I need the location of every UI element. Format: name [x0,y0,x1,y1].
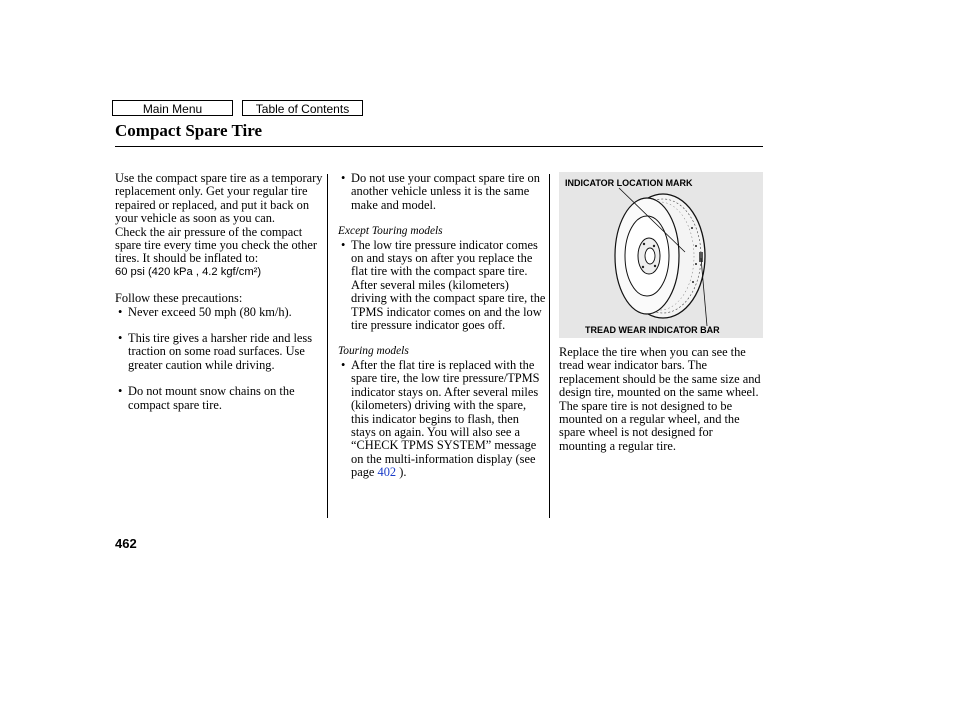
bullet-text: Do not mount snow chains on the compact spare tire. [128,384,295,412]
column-divider [327,174,328,518]
bullet-glyph: • [118,331,123,346]
spacer [338,212,546,225]
list-item [115,332,327,372]
bullet-glyph: • [341,357,346,372]
precautions-intro: Follow these precautions: [115,291,243,306]
column-divider [549,174,550,518]
bullet-text: This tire gives a harsher ride and less traction on some road surfaces. Use greater caution while driving. [128,331,313,372]
bullet-glyph: • [118,304,123,319]
tire-figure [559,172,763,338]
page-title: Compact Spare Tire [115,121,263,140]
list-item [338,359,546,480]
spacer [338,332,546,345]
list-item [115,385,327,412]
list-item [338,239,546,333]
list-item [115,306,327,319]
heading-except-touring: Except Touring models [338,225,443,238]
column-3 [559,346,763,453]
table-of-contents-button[interactable]: Table of Contents [242,100,363,116]
column-2 [338,172,546,480]
bullet-text: The low tire pressure indicator comes on and stays on after you replace the flat tire with the compact spare tire. After several miles (kilometers) driving with the compact spare tire, the TPMS indicator comes on and the low tire pressure indicator goes off. [351,237,546,333]
main-menu-button[interactable]: Main Menu [112,100,233,116]
bullet-text: After the flat tire is replaced with the spare tire, the low tire pressure/TPMS indicator stays on. After several miles (kilometers) driving with the spare, this indicator begins to flash, then stays on again. You will also see a “CHECK TPMS SYSTEM” message on the multi-information display (see page [351,357,540,480]
page-link[interactable]: 402 [377,465,397,480]
indicator-location-label: INDICATOR LOCATION MARK [565,178,693,188]
bullet-text: Do not use your compact spare tire on another vehicle unless it is the same make and model. [351,171,540,212]
title-divider [115,146,763,147]
tire-illustration [559,172,763,338]
heading-touring: Touring models [338,345,409,358]
bullet-glyph: • [341,237,346,252]
column-1 [115,172,327,412]
bullet-text-end: ). [396,465,407,480]
bullet-glyph: • [341,171,346,185]
tread-wear-label: TREAD WEAR INDICATOR BAR [585,325,720,335]
pressure-value: 60 psi (420 kPa , 4.2 kgf/cm²) [115,265,262,278]
check-pressure-paragraph: Check the air pressure of the compact spare tire every time you check the other tires. It should be inflated to: [115,224,317,266]
list-item [338,172,546,212]
bullet-text: Never exceed 50 mph (80 km/h). [128,304,292,319]
replacement-paragraph: Replace the tire when you can see the tread wear indicator bars. The replacement should be the same size and design tire, mounted on the same wheel. The spare tire is not designed to be mounted on a regular wheel, and the spare wheel is not designed for mounting a regular tire. [559,345,761,453]
page-number: 462 [115,536,137,551]
intro-paragraph: Use the compact spare tire as a temporary replacement only. Get your regular tire repaired or replaced, and put it back on your vehicle as soon as you can. [115,171,323,226]
bullet-glyph: • [118,384,123,399]
